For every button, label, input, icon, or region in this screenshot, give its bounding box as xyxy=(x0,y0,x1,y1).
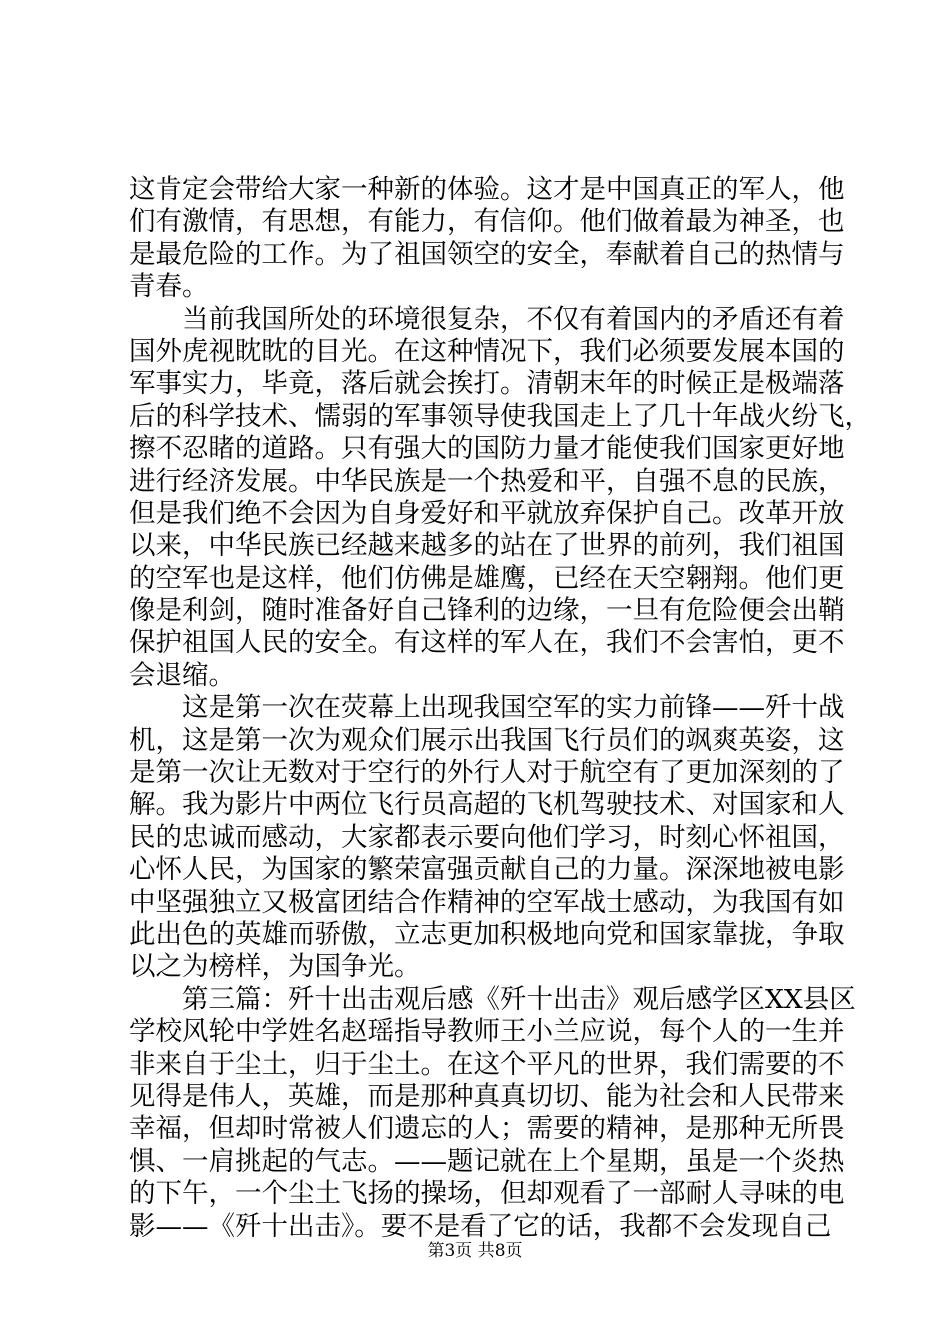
text-line: 民的忠诚而感动，大家都表示要向他们学习，时刻心怀祖国， xyxy=(129,821,845,853)
text-line: 以之为榜样，为国争光。 xyxy=(129,951,421,983)
text-line: 的下午，一个尘土飞扬的操场，但却观看了一部耐人寻味的电 xyxy=(129,1178,845,1210)
text-line: 保护祖国人民的安全。有这样的军人在，我们不会害怕，更不 xyxy=(129,627,845,659)
text-line: 第三篇：歼十出击观后感《歼十出击》观后感学区XX县区 xyxy=(129,983,856,1015)
text-line: 当前我国所处的环境很复杂，不仅有着国内的矛盾还有着 xyxy=(129,303,845,335)
text-line: 擦不忍睹的道路。只有强大的国防力量才能使我们国家更好地 xyxy=(129,433,845,465)
text-line: 但是我们绝不会因为自身爱好和平就放弃保护自己。改革开放 xyxy=(129,497,845,529)
text-line: 后的科学技术、懦弱的军事领导使我国走上了几十年战火纷飞， xyxy=(129,400,871,432)
text-line: 们有激情，有思想，有能力，有信仰。他们做着最为神圣，也 xyxy=(129,206,845,238)
text-line: 机，这是第一次为观众们展示出我国飞行员们的飒爽英姿，这 xyxy=(129,724,845,756)
page-number-footer: 第3页 共8页 xyxy=(427,1241,523,1261)
text-line: 进行经济发展。中华民族是一个热爱和平，自强不息的民族， xyxy=(129,465,845,497)
text-line: 学校风轮中学姓名赵瑶指导教师王小兰应说，每个人的一生并 xyxy=(129,1016,845,1048)
text-line: 国外虎视眈眈的目光。在这种情况下，我们必须要发展本国的 xyxy=(129,335,845,367)
text-line: 青春。 xyxy=(129,271,209,303)
text-line: 非来自于尘土，归于尘土。在这个平凡的世界，我们需要的不 xyxy=(129,1048,845,1080)
text-line: 中坚强独立又极富团结合作精神的空军战士感动，为我国有如 xyxy=(129,886,845,918)
text-line: 解。我为影片中两位飞行员高超的飞机驾驶技术、对国家和人 xyxy=(129,789,845,821)
text-line: 是最危险的工作。为了祖国领空的安全，奉献着自己的热情与 xyxy=(129,238,845,270)
text-line: 心怀人民，为国家的繁荣富强贡献自己的力量。深深地被电影 xyxy=(129,854,845,886)
text-line: 以来，中华民族已经越来越多的站在了世界的前列，我们祖国 xyxy=(129,530,845,562)
text-line: 见得是伟人，英雄，而是那种真真切切、能为社会和人民带来 xyxy=(129,1080,845,1112)
text-line: 此出色的英雄而骄傲，立志更加积极地向党和国家靠拢，争取 xyxy=(129,918,845,950)
text-line: 会退缩。 xyxy=(129,659,235,691)
text-line: 幸福，但却时常被人们遗忘的人；需要的精神，是那种无所畏 xyxy=(129,1113,845,1145)
text-line: 军事实力，毕竟，落后就会挨打。清朝末年的时候正是极端落 xyxy=(129,368,845,400)
text-line: 这是第一次在荧幕上出现我国空军的实力前锋——歼十战 xyxy=(129,692,845,724)
text-line: 是第一次让无数对于空行的外行人对于航空有了更加深刻的了 xyxy=(129,757,845,789)
document-body xyxy=(129,174,871,1243)
text-line: 影——《歼十出击》。要不是看了它的话，我都不会发现自己 xyxy=(129,1210,832,1242)
text-line: 的空军也是这样，他们仿佛是雄鹰，已经在天空翱翔。他们更 xyxy=(129,562,845,594)
text-line: 这肯定会带给大家一种新的体验。这才是中国真正的军人，他 xyxy=(129,174,845,205)
text-line: 像是利剑，随时准备好自己锋利的边缘，一旦有危险便会出鞘 xyxy=(129,595,845,627)
text-line: 惧、一肩挑起的气志。——题记就在上个星期，虽是一个炎热 xyxy=(129,1145,845,1177)
